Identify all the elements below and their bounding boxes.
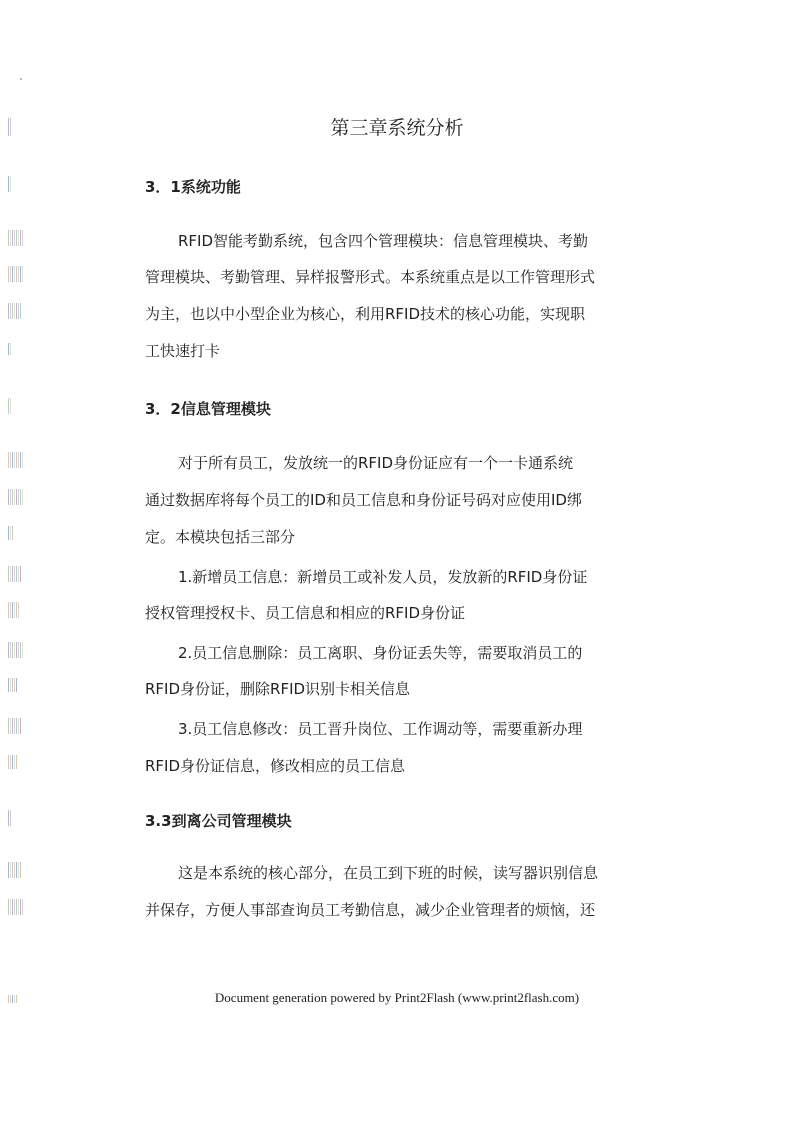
gutter-artifact-stroke: [18, 266, 19, 282]
gutter-artifact-stroke: [10, 810, 11, 826]
gutter-artifact-stroke: [22, 230, 23, 246]
gutter-artifact-mark: [8, 678, 18, 692]
gutter-artifact-stroke: [20, 266, 21, 282]
gutter-artifact-stroke: [10, 452, 11, 468]
list-item-line: 1.新增员工信息：新增员工或补发人员，发放新的RFID身份证: [178, 568, 588, 586]
gutter-artifact-stroke: [10, 642, 11, 658]
gutter-artifact-stroke: [14, 642, 15, 658]
gutter-artifact-stroke: [18, 489, 19, 505]
gutter-artifact-stroke: [20, 718, 21, 734]
gutter-artifact-stroke: [10, 899, 11, 915]
section-heading-3-2: 3．2信息管理模块: [145, 400, 271, 418]
gutter-artifact-stroke: [22, 899, 23, 915]
paragraph-line: 对于所有员工，发放统一的RFID身份证应有一个一卡通系统: [178, 454, 574, 472]
gutter-artifact-stroke: [8, 642, 9, 658]
gutter-artifact-stroke: [10, 718, 11, 734]
gutter-artifact-stroke: [10, 343, 11, 355]
gutter-artifact-stroke: [22, 489, 23, 505]
gutter-artifact-stroke: [16, 230, 17, 246]
gutter-artifact-stroke: [18, 303, 19, 319]
gutter-artifact-stroke: [16, 755, 17, 769]
gutter-artifact-stroke: [12, 566, 13, 582]
gutter-artifact-mark: [8, 862, 22, 878]
gutter-artifact-stroke: [12, 718, 13, 734]
gutter-artifact-mark: [8, 602, 20, 618]
chapter-title: 第三章系统分析: [330, 117, 464, 139]
gutter-artifact-stroke: [14, 678, 15, 692]
paragraph-line: 并保存，方便人事部查询员工考勤信息，减少企业管理者的烦恼，还: [145, 901, 596, 919]
gutter-artifact-stroke: [12, 266, 13, 282]
gutter-artifact-stroke: [14, 489, 15, 505]
gutter-artifact-stroke: [20, 899, 21, 915]
gutter-artifact-stroke: [8, 718, 9, 734]
gutter-artifact-stroke: [20, 642, 21, 658]
section-heading-3-1: 3．1系统功能: [145, 178, 241, 196]
gutter-artifact-stroke: [12, 862, 13, 878]
gutter-artifact-stroke: [14, 452, 15, 468]
gutter-artifact-stroke: [8, 899, 9, 915]
gutter-artifact-stroke: [18, 230, 19, 246]
gutter-artifact-stroke: [14, 230, 15, 246]
gutter-artifact-stroke: [8, 452, 9, 468]
gutter-artifact-stroke: [20, 303, 21, 319]
gutter-artifact-stroke: [8, 566, 9, 582]
gutter-artifact-stroke: [16, 566, 17, 582]
gutter-artifact-stroke: [18, 642, 19, 658]
paragraph-line: 这是本系统的核心部分，在员工到下班的时候，读写器识别信息: [178, 864, 599, 882]
gutter-artifact-stroke: [16, 489, 17, 505]
gutter-artifact-stroke: [8, 678, 9, 692]
gutter-artifact-stroke: [12, 489, 13, 505]
document-footer: Document generation powered by Print2Flash (www.print2flash.com): [214, 990, 580, 1005]
gutter-artifact-stroke: [10, 566, 11, 582]
gutter-artifact-mark: [8, 398, 12, 414]
gutter-artifact-stroke: [12, 678, 13, 692]
gutter-artifact-stroke: [18, 602, 19, 618]
gutter-artifact-stroke: [14, 303, 15, 319]
gutter-artifact-stroke: [18, 899, 19, 915]
gutter-artifact-mark: [8, 176, 11, 192]
gutter-artifact-stroke: [14, 718, 15, 734]
gutter-artifact-stroke: [12, 303, 13, 319]
paragraph-line: 通过数据库将每个员工的ID和员工信息和身份证号码对应使用ID绑: [145, 491, 582, 509]
gutter-artifact-stroke: [16, 862, 17, 878]
gutter-artifact-stroke: [20, 230, 21, 246]
gutter-artifact-stroke: [8, 230, 9, 246]
gutter-artifact-stroke: [10, 755, 11, 769]
gutter-artifact-stroke: [22, 452, 23, 468]
gutter-artifact-mark: [8, 718, 22, 734]
gutter-artifact-stroke: [16, 642, 17, 658]
gutter-artifact-stroke: [16, 452, 17, 468]
gutter-artifact-stroke: [16, 678, 17, 692]
gutter-artifact-stroke: [14, 566, 15, 582]
gutter-artifact-mark: [8, 303, 22, 319]
paragraph-line: RFID智能考勤系统，包含四个管理模块：信息管理模块、考勤: [178, 232, 589, 250]
gutter-artifact-stroke: [8, 810, 9, 826]
gutter-artifact-stroke: [14, 899, 15, 915]
gutter-artifact-mark: [8, 230, 24, 246]
gutter-artifact-stroke: [18, 862, 19, 878]
gutter-artifact-stroke: [12, 602, 13, 618]
gutter-artifact-mark: [8, 755, 18, 769]
gutter-artifact-stroke: [12, 526, 13, 540]
gutter-artifact-mark: [8, 810, 12, 826]
gutter-artifact-stroke: [10, 862, 11, 878]
gutter-artifact-stroke: [10, 176, 11, 192]
gutter-artifact-stroke: [14, 266, 15, 282]
gutter-artifact-stroke: [10, 678, 11, 692]
list-item-line: 3.员工信息修改：员工晋升岗位、工作调动等，需要重新办理: [178, 720, 583, 738]
gutter-artifact-stroke: [10, 602, 11, 618]
gutter-artifact-mark: [8, 489, 23, 505]
gutter-artifact-stroke: [8, 489, 9, 505]
gutter-artifact-stroke: [22, 642, 23, 658]
gutter-artifact-mark: [8, 266, 24, 282]
gutter-artifact-stroke: [18, 566, 19, 582]
gutter-artifact-stroke: [16, 303, 17, 319]
gutter-artifact-stroke: [8, 343, 9, 355]
gutter-artifact-mark: [8, 452, 23, 468]
gutter-artifact-stroke: [8, 266, 9, 282]
gutter-artifact-stroke: [8, 526, 9, 540]
gutter-artifact-stroke: [16, 718, 17, 734]
gutter-artifact-stroke: [8, 176, 9, 192]
gutter-artifact-stroke: [16, 602, 17, 618]
gutter-artifact-stroke: [12, 230, 13, 246]
gutter-artifact-stroke: [14, 755, 15, 769]
gutter-artifact-stroke: [20, 489, 21, 505]
gutter-artifact-stroke: [8, 755, 9, 769]
gutter-artifact-stroke: [10, 398, 11, 414]
gutter-artifact-stroke: [20, 862, 21, 878]
gutter-artifact-stroke: [10, 489, 11, 505]
list-item-line: 授权管理授权卡、员工信息和相应的RFID身份证: [145, 604, 466, 622]
left-margin-gutter: [0, 0, 40, 1123]
gutter-artifact-stroke: [8, 398, 9, 414]
gutter-artifact-stroke: [12, 642, 13, 658]
gutter-artifact-mark: [8, 343, 11, 355]
gutter-artifact-stroke: [10, 266, 11, 282]
gutter-artifact-stroke: [16, 266, 17, 282]
paragraph-line: 定。本模块包括三部分: [145, 528, 296, 546]
gutter-artifact-mark: [8, 642, 23, 658]
gutter-artifact-stroke: [8, 862, 9, 878]
list-item-line: 2.员工信息删除：员工离职、身份证丢失等，需要取消员工的: [178, 644, 583, 662]
gutter-artifact-stroke: [10, 303, 11, 319]
gutter-artifact-mark: [8, 899, 23, 915]
list-item-line: RFID身份证，删除RFID识别卡相关信息: [145, 680, 411, 698]
gutter-artifact-stroke: [22, 266, 23, 282]
gutter-artifact-stroke: [18, 452, 19, 468]
gutter-artifact-stroke: [8, 303, 9, 319]
gutter-artifact-mark: [8, 526, 13, 540]
gutter-artifact-stroke: [12, 899, 13, 915]
gutter-artifact-mark: [8, 566, 22, 582]
section-heading-3-3: 3.3到离公司管理模块: [145, 812, 292, 830]
gutter-artifact-stroke: [14, 862, 15, 878]
gutter-artifact-stroke: [14, 602, 15, 618]
paragraph-line: 工快速打卡: [145, 342, 221, 360]
gutter-artifact-stroke: [10, 230, 11, 246]
gutter-artifact-stroke: [16, 899, 17, 915]
gutter-artifact-stroke: [12, 755, 13, 769]
gutter-artifact-stroke: [8, 602, 9, 618]
list-item-line: RFID身份证信息，修改相应的员工信息: [145, 757, 406, 775]
paragraph-line: 管理模块、考勤管理、异样报警形式。本系统重点是以工作管理形式: [145, 268, 596, 286]
gutter-artifact-stroke: [18, 718, 19, 734]
gutter-artifact-stroke: [20, 566, 21, 582]
gutter-artifact-stroke: [10, 526, 11, 540]
gutter-artifact-stroke: [12, 452, 13, 468]
gutter-artifact-stroke: [20, 452, 21, 468]
paragraph-line: 为主，也以中小型企业为核心，利用RFID技术的核心功能，实现职: [145, 305, 586, 323]
